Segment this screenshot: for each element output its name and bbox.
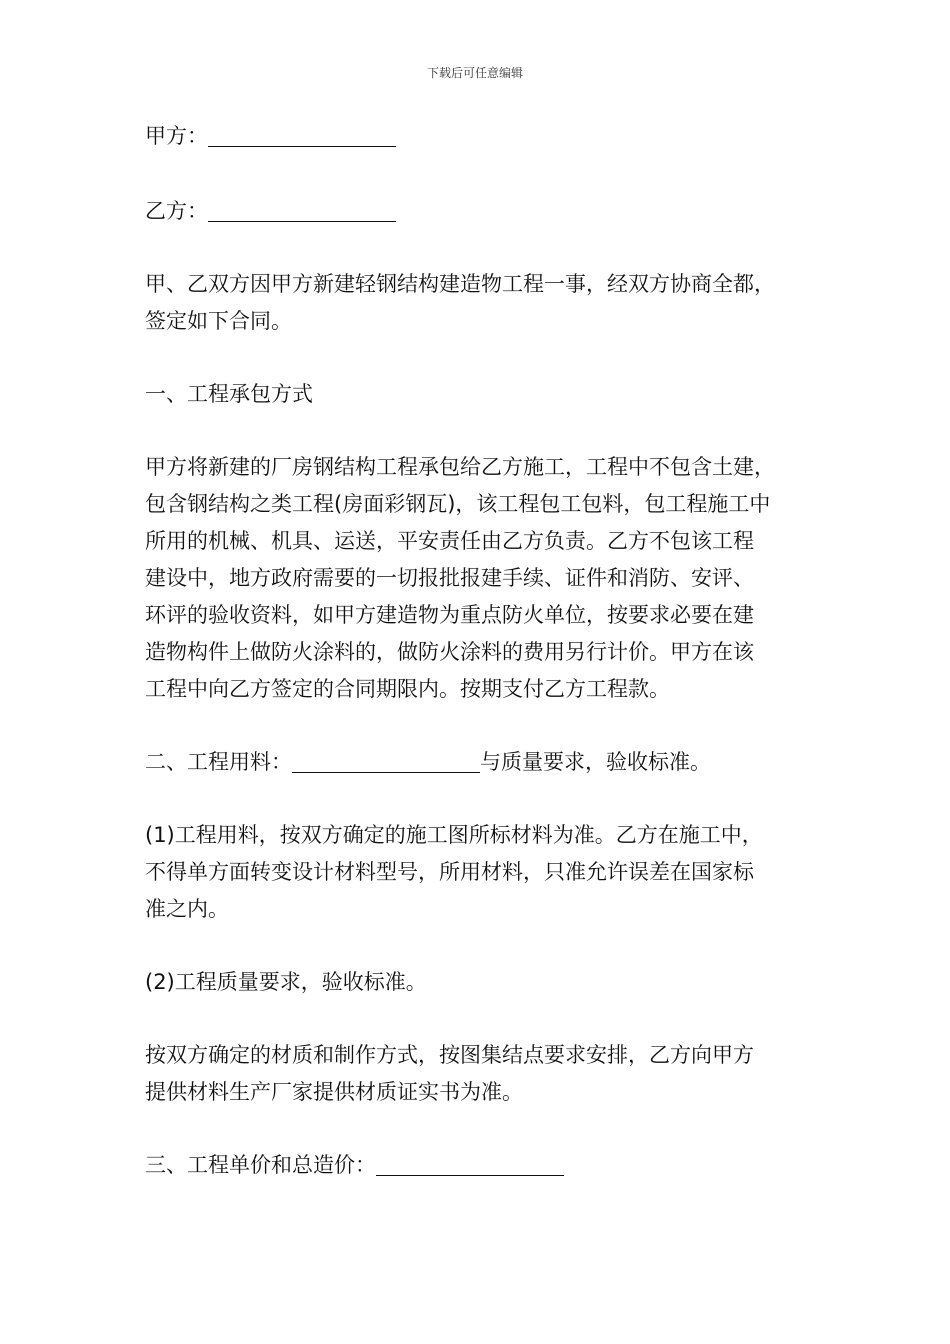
section3-heading: [145, 1147, 835, 1184]
section2-standard-line: 按双方确定的材质和制作方式，按图集结点要求安排，乙方向甲方: [145, 1043, 754, 1067]
materials-blank[interactable]: [292, 751, 480, 773]
section2-item1-line: (1)工程用料，按双方确定的施工图所标材料为准。乙方在施工中，: [145, 823, 763, 847]
section1-heading: 一、工程承包方式: [145, 382, 313, 406]
section1-line: 环评的验收资料，如甲方建造物为重点防火单位，按要求必要在建: [145, 603, 754, 627]
party-b-blank[interactable]: [208, 200, 396, 222]
section1-line: 所用的机械、机具、运送，平安责任由乙方负责。乙方不包该工程: [145, 529, 754, 553]
page-header-note: 下载后可任意编辑: [426, 66, 523, 80]
section1-line: 工程中向乙方签定的合同期限内。按期支付乙方工程款。: [145, 677, 670, 701]
section1-line: 甲方将新建的厂房钢结构工程承包给乙方施工，工程中不包含土建，: [145, 455, 775, 479]
section3-heading-prefix: 三、工程单价和总造价：: [145, 1153, 376, 1177]
price-blank[interactable]: [376, 1154, 564, 1176]
section2-item1-line: 准之内。: [145, 897, 229, 921]
section2-heading-prefix: 二、工程用料：: [145, 750, 292, 774]
section2-standard: [145, 1037, 835, 1111]
section2-heading-suffix: 与质量要求，验收标准。: [480, 750, 711, 774]
intro-paragraph: [145, 266, 835, 340]
section1-line: 建设中，地方政府需要的一切报批报建手续、证件和消防、安评、: [145, 566, 754, 590]
intro-line: 甲、乙双方因甲方新建轻钢结构建造物工程一事，经双方协商全都，: [145, 272, 775, 296]
party-a-label: 甲方：: [145, 124, 208, 148]
party-a-line: [145, 118, 835, 155]
contract-body: [145, 118, 835, 1184]
party-b-line: [145, 193, 835, 230]
section2-item2: (2)工程质量要求，验收标准。: [145, 970, 427, 994]
section1-line: 造物构件上做防火涂料的，做防火涂料的费用另行计价。甲方在该: [145, 640, 754, 664]
section2-heading: [145, 744, 835, 781]
intro-line: 签定如下合同。: [145, 309, 292, 333]
section2-item1: [145, 817, 835, 928]
party-a-blank[interactable]: [208, 125, 396, 147]
party-b-label: 乙方：: [145, 199, 208, 223]
section1-paragraph: [145, 449, 835, 708]
section2-item1-line: 不得单方面转变设计材料型号，所用材料，只准允许误差在国家标: [145, 860, 754, 884]
section1-line: 包含钢结构之类工程(房面彩钢瓦)，该工程包工包料，包工程施工中: [145, 492, 771, 516]
section2-standard-line: 提供材料生产厂家提供材质证实书为准。: [145, 1080, 523, 1104]
